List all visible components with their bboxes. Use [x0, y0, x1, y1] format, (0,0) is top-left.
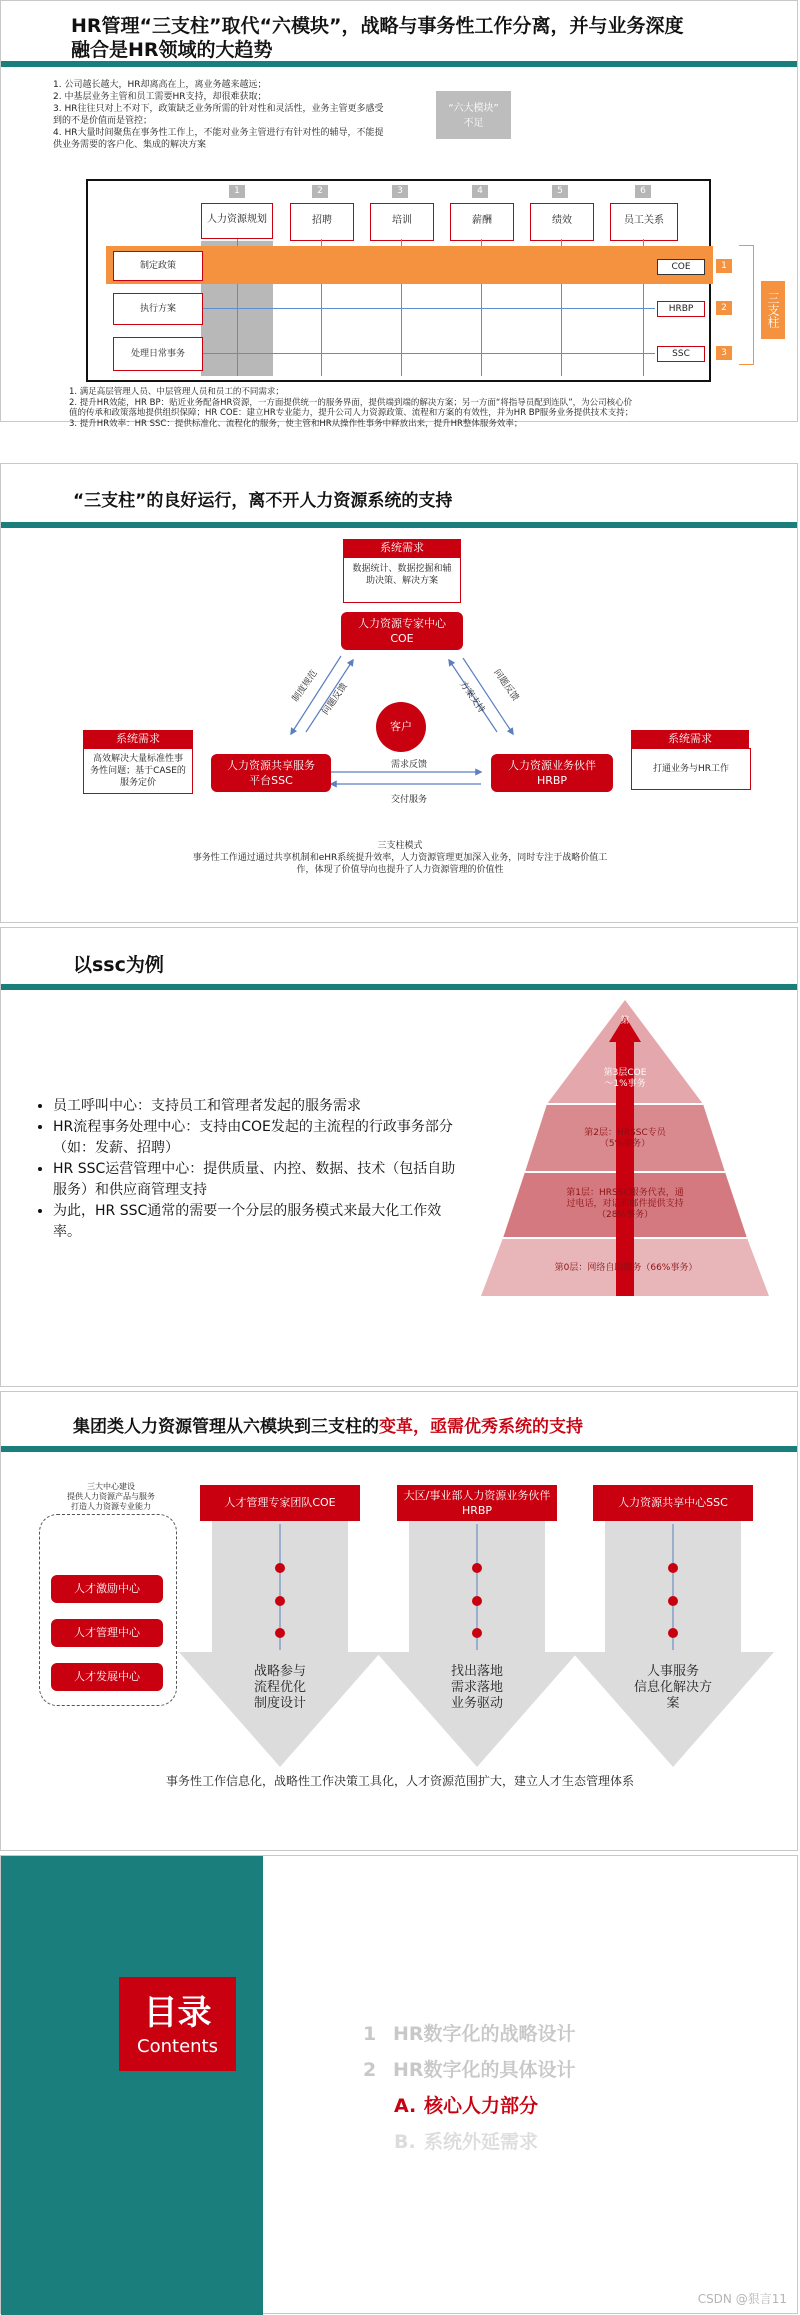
caption-title: 三支柱模式 [377, 841, 423, 851]
coe-node: 人力资源专家中心 COE [341, 612, 463, 650]
row-tag-ssc: SSC [657, 346, 705, 362]
toc-item[interactable] [394, 2127, 538, 2154]
toc-number: A. [394, 2095, 417, 2117]
row-number: 2 [716, 301, 732, 315]
hrbp-req-title: 系统需求 [631, 730, 749, 748]
toc-label: 系统外延需求 [424, 2131, 539, 2153]
toc-number: 1 [363, 2023, 377, 2045]
row-label-policy: 制定政策 [113, 251, 203, 281]
slide3-title: 以ssc为例 [73, 954, 164, 976]
module-training: 培训 [370, 203, 434, 241]
contents-badge [119, 1977, 236, 2071]
label-problem-feedback-left: 问题反馈 [320, 681, 350, 717]
row-line [201, 308, 655, 309]
watermark: CSDN @狠言11 [697, 2292, 787, 2306]
label-demand-feedback: 需求反馈 [391, 760, 428, 770]
slide4-title-black: 集团类人力资源管理从六模块到三支柱的 [73, 1417, 379, 1437]
slide3-divider [1, 984, 797, 990]
label-deliver-service: 交付服务 [391, 795, 428, 805]
toc-number: 2 [363, 2059, 377, 2081]
row-line [201, 353, 655, 354]
ssc-bullets [37, 1096, 457, 1243]
hrbp-arrow-body: 找出落地 需求落地 业务驱动 [450, 1664, 503, 1711]
slide-ssc-example [0, 927, 798, 1387]
pyramid-top-label: 第 [620, 1016, 630, 1026]
bullet-item: • HR流程事务处理中心：支持由COE发起的主流程的行政事务部分（如：发薪、招聘） [53, 1117, 457, 1159]
slide1-divider [1, 61, 797, 67]
ssc-req-body: 高效解决大量标准性事务性问题；基于CASE的服务定价 [83, 748, 193, 794]
ssc-req-title: 系统需求 [83, 730, 193, 748]
row-label-daily-affairs: 处理日常事务 [113, 337, 203, 371]
bullet-item: • 员工呼叫中心：支持员工和管理者发起的服务需求 [53, 1096, 457, 1117]
module-hr-planning: 人力资源规划 [201, 203, 273, 239]
note: 2. 提升HR效能，HR BP：贴近业务配备HR资源，一方面提供统一的服务界面，提供端到端的解决方案；另一方面“将指导员配到连队”，为公司核心价 [69, 397, 633, 408]
note: 值的传承和政策落地提供组织保障；HR COE：建立HR专业能力，提升公司人力资源政策、流程和方案的有效性，并为HR BP服务业务提供技术支持； [69, 408, 634, 418]
toc-label: HR数字化的具体设计 [393, 2059, 576, 2081]
coe-req-body: 数据统计、数据挖掘和辅助决策、解决方案 [343, 557, 461, 603]
toc-number: B. [394, 2131, 416, 2153]
pyramid-level-1: 第1层：HRSSC服务代表，通 过电话，对话和邮件提供支持 （28%事务） [566, 1188, 684, 1220]
three-centers-caption: 三大中心建设 提供人力资源产品与服务 打造人力资源专业能力 [67, 1482, 155, 1511]
hrbp-req-body: 打通业务与HR工作 [631, 748, 751, 790]
hrbp-node: 人力资源业务伙伴 HRBP [491, 754, 613, 792]
slide4-title-red: 变革，亟需优秀系统的支持 [379, 1417, 583, 1437]
slide1-title-line2: 融合是HR领域的大趋势 [71, 39, 273, 61]
module-recruiting: 招聘 [290, 203, 354, 241]
module-compensation: 薪酬 [450, 203, 514, 241]
slide-three-pillars-trend [0, 0, 798, 429]
ssc-arrow-body: 人事服务 信息化解决方 案 [633, 1664, 712, 1711]
note: 到的不是价值而是管控； [53, 116, 153, 126]
row-tag-hrbp: HRBP [657, 301, 705, 317]
slide1-top-notes [53, 79, 453, 151]
talent-incentive-center-button[interactable]: 人才激励中心 [51, 1575, 163, 1603]
bullet-item: • 为此，HR SSC通常的需要一个分层的服务模式来最大化工作效率。 [53, 1201, 457, 1243]
slide4-footer: 事务性工作信息化，战略性工作决策工具化，人才资源范围扩大，建立人才生态管理体系 [165, 1774, 634, 1788]
pyramid-level-2: 第2层：HRSSC专员 （5%事务） [584, 1128, 666, 1149]
note: 4. HR大量时间聚焦在事务性工作上，不能对业务主管进行有针对性的辅导，不能提 [53, 128, 384, 138]
bullet-item: • HR SSC运营管理中心：提供质量、内控、数据、技术（包括自助服务）和供应商管理支持 [53, 1159, 457, 1201]
customer-node: 客户 [376, 702, 426, 752]
note: 3. HR往往只对上不对下，政策缺乏业务所需的针对性和灵活性，业务主管更多感受 [53, 104, 384, 114]
talent-development-center-button[interactable]: 人才发展中心 [51, 1663, 163, 1691]
row-number: 1 [716, 259, 732, 273]
toc-label: 核心人力部分 [424, 2095, 539, 2117]
slide1-title-line1: HR管理“三支柱”取代“六模块”，战略与事务性工作分离，并与业务深度 [71, 15, 684, 37]
label-problem-feedback-right: 问题反馈 [491, 667, 521, 703]
row-tag-coe: COE [657, 259, 705, 275]
ssc-node: 人力资源共享服务 平台SSC [211, 754, 331, 792]
module-performance: 绩效 [530, 203, 594, 241]
note: 1. 公司越长越大，HR却离高在上，离业务越来越远； [53, 80, 267, 90]
module-number: 3 [392, 185, 408, 198]
row-label-execute: 执行方案 [113, 293, 203, 325]
slide-transformation [0, 1391, 798, 1851]
hrbp-header: 大区/事业部人力资源业务伙伴HRBP [397, 1485, 557, 1521]
module-number: 4 [472, 185, 488, 198]
talent-management-center-button[interactable]: 人才管理中心 [51, 1619, 163, 1647]
note: 3. 提升HR效率：HR SSC：提供标准化、流程化的服务，使主管和HR从操作性事务中释放出来，提升HR整体服务效率； [69, 418, 523, 429]
note: 2. 中基层业务主管和员工需要HR支持，却很难获取； [53, 92, 267, 102]
coe-req-title: 系统需求 [343, 539, 461, 557]
pyramid-level-3: 第3层COE ～1%事务 [603, 1068, 647, 1089]
label-solution-support: 方案支持 [457, 679, 487, 715]
caption-line1: 事务性工作通过通过共享机制和eHR系统提升效率，人力资源管理更加深入业务，同时专注于战略价值工 [192, 853, 608, 863]
label-policy-spec: 制度规范 [290, 668, 320, 704]
coe-arrow-body: 战略参与 流程优化 制度设计 [253, 1664, 306, 1711]
caption-line2: 作，体现了价值导向也提升了人力资源管理的价值性 [296, 865, 504, 875]
toc-label: HR数字化的战略设计 [393, 2023, 576, 2045]
toc-item[interactable] [363, 2019, 576, 2046]
slide1-bottom-notes [69, 387, 789, 429]
module-number: 2 [312, 185, 328, 198]
row-number: 3 [716, 346, 732, 360]
toc-item[interactable] [363, 2055, 576, 2082]
six-modules-deficiency-box: “六大模块” 不足 [436, 91, 511, 139]
module-number: 1 [229, 185, 245, 198]
ssc-header: 人力资源共享中心SSC [593, 1485, 753, 1521]
module-number: 6 [635, 185, 651, 198]
slide2-title: “三支柱”的良好运行，离不开人力资源系统的支持 [73, 491, 453, 511]
three-pillars-side-label: 三支柱 [761, 281, 785, 339]
module-employee-relations: 员工关系 [610, 203, 678, 241]
pyramid-level-0: 第0层：网络自助服务（66%事务） [554, 1263, 698, 1273]
coe-team-header: 人才管理专家团队COE [200, 1485, 360, 1521]
module-number: 5 [552, 185, 568, 198]
teal-side-panel [1, 1856, 263, 2315]
note: 供业务需要的客户化、集成的解决方案 [53, 140, 207, 150]
slide-contents [0, 1855, 798, 2314]
slide-system-support [0, 463, 798, 923]
note: 1. 满足高层管理人员、中层管理人员和员工的不同需求； [69, 387, 284, 397]
contents-title-cn: 目录 [143, 1993, 212, 2033]
toc-item-active[interactable] [394, 2091, 538, 2118]
pillar-bracket [739, 245, 754, 365]
contents-title-en: Contents [137, 2036, 218, 2057]
